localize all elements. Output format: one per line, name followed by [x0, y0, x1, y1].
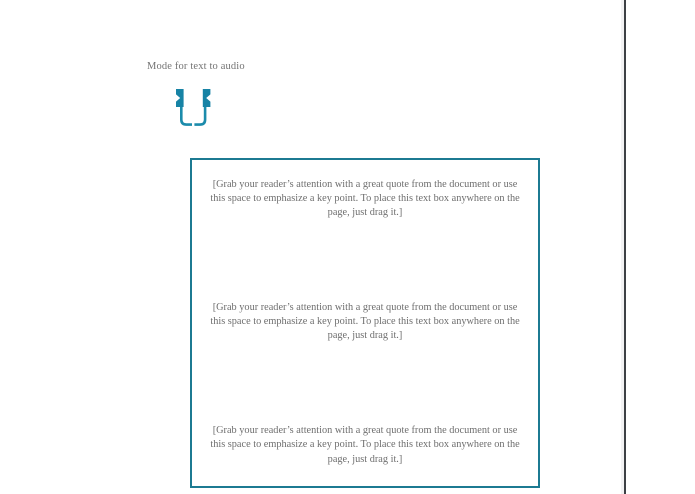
page-edge-rule	[624, 0, 626, 494]
earbuds-icon	[173, 86, 221, 134]
quote-spacer	[204, 221, 526, 301]
quote-paragraph: [Grab your reader’s attention with a great quote from the document or use this space to emphasize a key point. To place this text box anywhere on the page, just drag it.]	[210, 179, 520, 219]
quote-paragraph: [Grab your reader’s attention with a great quote from the document or use this space to emphasize a key point. To place this text box anywhere on the page, just drag it.]	[210, 301, 520, 342]
quote-paragraph: [Grab your reader’s attention with a great quote from the document or use this space to emphasize a key point. To place this text box anywhere on the page, just drag it.]	[210, 425, 520, 465]
quote-text-box[interactable]	[190, 158, 540, 488]
quote-spacer	[204, 343, 526, 424]
page-heading: Mode for text to audio	[147, 61, 245, 72]
